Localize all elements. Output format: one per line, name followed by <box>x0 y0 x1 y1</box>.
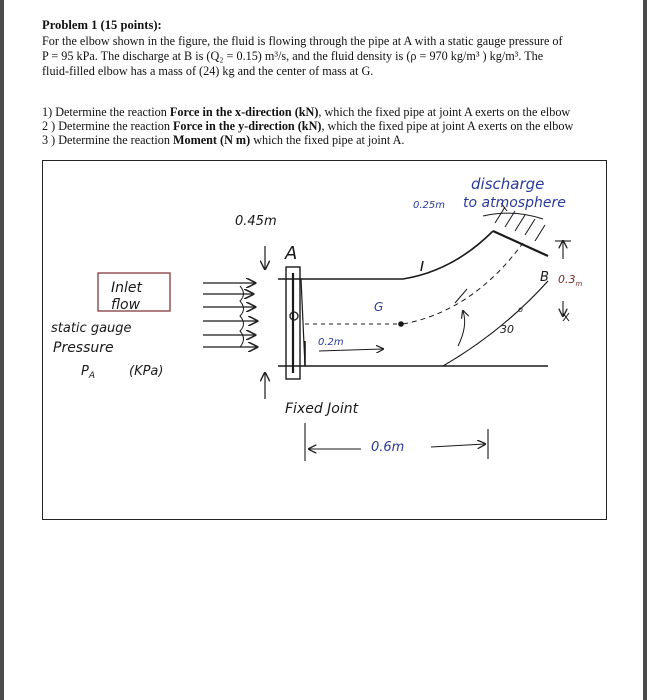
dim-02-arrow <box>319 349 383 351</box>
label-pa-sub: A <box>88 371 96 381</box>
label-fixed-joint: Fixed Joint <box>285 401 359 417</box>
question-3-rest: which the fixed pipe at joint A. <box>250 133 405 147</box>
question-3-bold: Moment (N m) <box>172 133 251 147</box>
question-2-rest: , which the fixed pipe at joint A exerts on the elbow <box>321 119 574 133</box>
label-dist-g: 0.2m <box>318 337 344 348</box>
label-inlet: Inlet <box>111 280 142 296</box>
label-dia-b: 0.25m <box>413 200 446 211</box>
angle-arc <box>458 311 465 346</box>
statement-line-2: P = 95 kPa. The discharge at B is (Q₂ = 0.15) m³/s, and the fluid density is (ρ = 970 kg/m³ ) kg/m³. The <box>42 49 544 63</box>
label-dia-a: 0.45m <box>235 214 277 229</box>
cross-mark <box>563 313 569 321</box>
label-pa-main: P <box>81 364 89 379</box>
label-kpa: (KPa) <box>129 364 164 379</box>
question-1 <box>42 105 612 119</box>
question-1-bold: Force in the x-direction (kN) <box>169 105 319 119</box>
elbow-figure <box>42 160 607 520</box>
question-2 <box>42 119 612 133</box>
label-flow: flow <box>111 297 141 313</box>
label-to-atmosphere: to atmosphere <box>463 195 566 211</box>
label-a: A <box>285 243 298 264</box>
question-3 <box>42 133 612 147</box>
angle-ref-line <box>455 289 467 303</box>
label-pressure: Pressure <box>53 340 114 356</box>
question-2-prefix: 2 ) Determine the reaction <box>42 119 173 133</box>
pipe-joint-mark <box>421 261 423 271</box>
label-b: B <box>540 270 549 285</box>
question-1-rest: , which the fixed pipe at joint A exerts on the elbow <box>318 105 571 119</box>
statement-line-3: fluid-filled elbow has a mass of (24) kg and the center of mass at G. <box>42 64 374 78</box>
label-dist-03 <box>558 273 583 288</box>
problem-title: Problem 1 (15 points): <box>42 18 162 32</box>
label-static-gauge: static gauge <box>51 321 132 336</box>
elbow-diagram <box>43 161 606 519</box>
label-dist-06: 0.6m <box>371 440 405 455</box>
hatch-4 <box>525 219 535 235</box>
problem-statement <box>42 18 612 79</box>
question-3-prefix: 3 ) Determine the reaction <box>42 133 173 147</box>
outlet-face-b <box>493 231 548 256</box>
inlet-flow-arrows <box>203 283 257 347</box>
label-dist-03-unit: m <box>575 280 583 288</box>
figure-labels <box>51 175 583 455</box>
page-frame-left <box>0 0 4 700</box>
g-point <box>398 321 404 327</box>
angle-marker <box>455 289 467 346</box>
statement-line-1: For the elbow shown in the figure, the fluid is flowing through the pipe at A with a static gauge pressure of <box>42 34 563 48</box>
label-angle: 30 <box>500 323 514 336</box>
flange-inner <box>301 279 305 366</box>
question-2-bold: Force in the y-direction (kN) <box>172 119 322 133</box>
hatch-3 <box>515 215 525 231</box>
label-angle-degree: o <box>518 305 523 314</box>
label-g: G <box>374 300 384 314</box>
question-list <box>42 105 612 147</box>
pressure-hatch <box>240 286 244 347</box>
dim-06-right-arrow <box>431 444 485 447</box>
hatch-5 <box>535 225 545 241</box>
page-frame-right <box>643 0 647 700</box>
label-pa <box>81 364 95 381</box>
question-1-prefix: 1) Determine the reaction <box>42 105 170 119</box>
pipe-outer-curve <box>443 281 548 366</box>
pipe-top-wall <box>278 231 493 279</box>
fixed-joint-flange <box>286 267 305 379</box>
label-discharge: discharge <box>471 175 545 193</box>
label-dist-03-value: 0.3 <box>558 273 576 286</box>
